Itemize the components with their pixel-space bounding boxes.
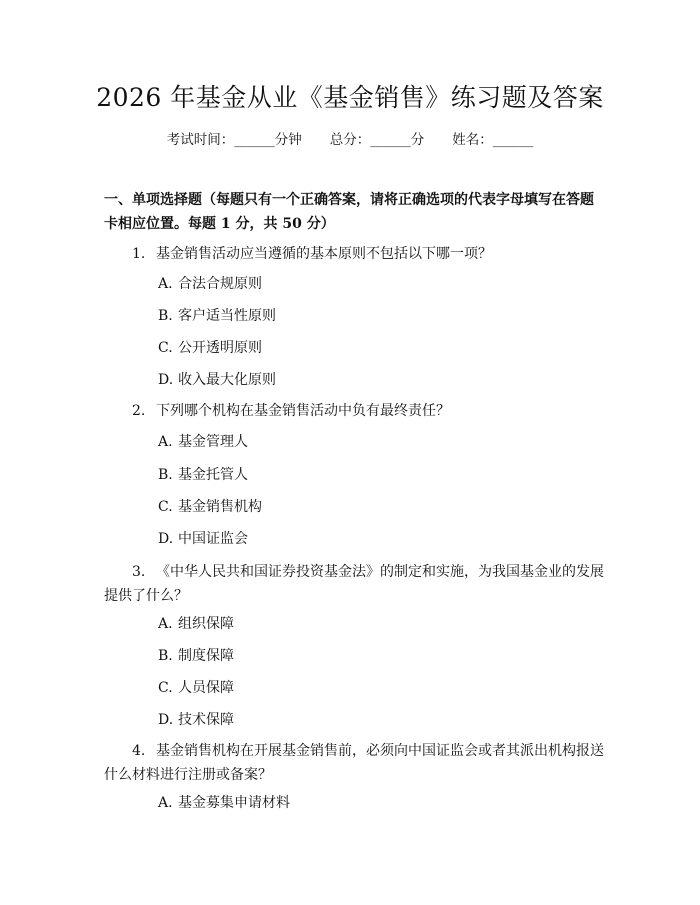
- option-text: 组织保障: [178, 616, 234, 632]
- question-number: 1.: [132, 246, 146, 262]
- question-1-option-c: [158, 338, 262, 358]
- question-3: [104, 560, 604, 608]
- option-label: A.: [158, 434, 173, 450]
- option-label: C.: [158, 340, 173, 356]
- option-text: 基金管理人: [178, 434, 248, 450]
- option-label: D.: [158, 712, 174, 728]
- question-1: [104, 242, 604, 266]
- option-label: B.: [158, 467, 173, 483]
- question-3-option-d: [158, 710, 234, 730]
- question-1-option-b: [158, 306, 276, 326]
- exam-meta-line: [0, 130, 700, 150]
- option-label: D.: [158, 531, 174, 547]
- option-label: B.: [158, 308, 173, 324]
- question-2-option-d: [158, 529, 248, 549]
- option-text: 合法合规原则: [178, 276, 262, 292]
- question-3-option-c: [158, 678, 234, 698]
- question-2-option-a: [158, 432, 248, 452]
- option-text: 中国证监会: [178, 531, 248, 547]
- option-label: B.: [158, 648, 173, 664]
- option-label: A.: [158, 616, 173, 632]
- option-text: 客户适当性原则: [178, 308, 276, 324]
- question-number: 2.: [132, 403, 146, 419]
- question-1-option-a: [158, 274, 262, 294]
- option-label: D.: [158, 372, 174, 388]
- question-text: 基金销售机构在开展基金销售前，必须向中国证监会或者其派出机构报送什么材料进行注册或备案？: [104, 743, 604, 783]
- option-text: 公开透明原则: [178, 340, 262, 356]
- option-label: A.: [158, 795, 173, 811]
- option-text: 收入最大化原则: [178, 372, 276, 388]
- question-text: 基金销售活动应当遵循的基本原则不包括以下哪一项？: [156, 246, 492, 262]
- option-label: A.: [158, 276, 173, 292]
- total-score-field: 总分：______分: [329, 132, 425, 148]
- question-number: 4.: [132, 743, 146, 759]
- name-field: 姓名：______: [452, 132, 534, 148]
- question-2-option-b: [158, 465, 248, 485]
- question-2: [104, 399, 604, 423]
- section-heading: 一、单项选择题（每题只有一个正确答案，请将正确选项的代表字母填写在答题卡相应位置。每题 1 分，共 50 分）: [104, 192, 594, 232]
- question-4: [104, 739, 604, 787]
- document-title: 2026 年基金从业《基金销售》练习题及答案: [96, 83, 604, 112]
- question-1-option-d: [158, 370, 276, 390]
- question-3-option-a: [158, 614, 234, 634]
- question-3-option-b: [158, 646, 234, 666]
- option-text: 制度保障: [178, 648, 234, 664]
- question-text: 下列哪个机构在基金销售活动中负有最终责任？: [156, 403, 450, 419]
- option-label: C.: [158, 499, 173, 515]
- exam-time-field: 考试时间：______分钟: [166, 132, 302, 148]
- option-text: 基金销售机构: [178, 499, 262, 515]
- question-text: 《中华人民共和国证券投资基金法》的制定和实施，为我国基金业的发展提供了什么？: [104, 564, 604, 604]
- option-text: 人员保障: [178, 680, 234, 696]
- question-2-option-c: [158, 497, 262, 517]
- option-text: 技术保障: [178, 712, 234, 728]
- question-4-option-a: [158, 793, 290, 813]
- option-label: C.: [158, 680, 173, 696]
- question-number: 3.: [132, 564, 146, 580]
- option-text: 基金募集申请材料: [178, 795, 290, 811]
- option-text: 基金托管人: [178, 467, 248, 483]
